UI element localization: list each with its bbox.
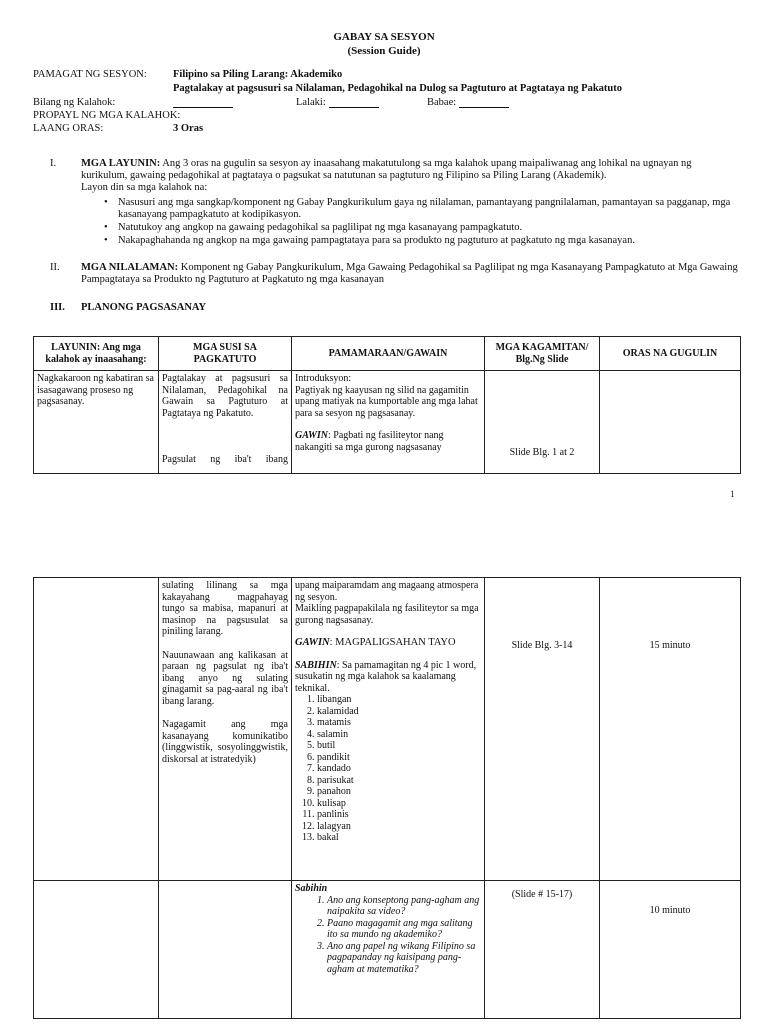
list-item: 4. salamin (317, 729, 481, 741)
bilang-blank (173, 97, 233, 108)
cell-pamamaraan (292, 578, 485, 881)
plan-table-1 (33, 336, 741, 474)
laang-value: 3 Oras (173, 123, 204, 134)
section-2-body (81, 262, 740, 286)
susi-text-2: Nauunawaan ang kalikasan at paraan ng pagsulat ng iba't ibang anyo ng sulating ginagamit sa pag-aaral ng iba't ibang larang. (162, 649, 288, 707)
cell-kagamitan: Slide Blg. 3-14 (485, 578, 600, 881)
cell-oras (600, 371, 741, 474)
pamamaraan-text: Pagtiyak ng kaayusan ng silid na gagamitin upang matiyak na kumportable ang mga lahat para sa sesyon ng pagsasanay. (295, 384, 478, 419)
gawin-text: : Pagbati ng fasiliteytor nang nakangiti sa mga gurong nagsasanay (295, 430, 444, 453)
section-1-heading: MGA LAYUNIN: (81, 158, 161, 169)
section-2-text: Komponent ng Gabay Pangkurikulum, Mga Gawaing Pedagohikal sa Paglilipat ng mga Kasanayang Pampagkatuto at Mga Gawaing Pampagtataya sa Produkto ng Pagtuturo at Pagkatuto ng mga kasanayan (81, 262, 738, 285)
cell-pamamaraan (292, 371, 485, 474)
col-header-kagamitan: MGA KAGAMITAN/ Blg.Ng Slide (485, 337, 600, 371)
page-2 (0, 575, 768, 1024)
list-item: 2. kalamidad (317, 706, 481, 718)
list-item: 2. Paano magagamit ang mga salitang ito sa mundo ng akademiko? (327, 918, 481, 941)
cell-pamamaraan (292, 881, 485, 1019)
pam-text-2: Maikling pagpapakilala ng fasiliteytor sa mga gurong nagsasanay. (295, 603, 479, 626)
list-item: 11. panlinis (317, 809, 481, 821)
list-item: 8. parisukat (317, 775, 481, 787)
list-item: 9. panahon (317, 786, 481, 798)
section-1-bullets (102, 197, 740, 248)
pamagat-value-1: Filipino sa Piling Larang: Akademiko (173, 69, 343, 80)
sabihin-line (295, 660, 481, 695)
babae-blank (459, 97, 509, 108)
cell-susi (159, 881, 292, 1019)
col-header-pamamaraan: PAMAMARAAN/GAWAIN (292, 337, 485, 371)
gawin-text: : MAGPALIGSAHAN TAYO (329, 637, 456, 648)
gawin-label: GAWIN (295, 430, 328, 441)
pamamaraan-intro: Introduksyon: (295, 373, 352, 384)
list-item: 1. Ano ang konseptong pang-agham ang naipakita sa video? (327, 895, 481, 918)
gawin-label: GAWIN (295, 637, 330, 648)
list-item: 10. kulisap (317, 798, 481, 810)
cell-layunin (34, 578, 159, 881)
pamagat-value-2: Pagtalakay at pagsusuri sa Nilalaman, Pedagohikal na Dulog sa Pagtuturo at Pagtataya ng Pakatuto (173, 83, 623, 94)
section-1-number: I. (50, 158, 57, 169)
page-gap (0, 505, 768, 575)
document-title: GABAY SA SESYON (333, 31, 435, 43)
word-list (295, 694, 481, 844)
sabihin-text: : Sa pamamagitan ng 4 pic 1 word, susukatin ng mga kalahok sa kaalamang teknikal. (295, 659, 477, 694)
cell-layunin: Nagkakaroon ng kabatiran sa isasagawang proseso ng pagsasanay. (34, 371, 159, 474)
pamagat-label: PAMAGAT NG SESYON: (33, 69, 147, 80)
section-1-body (81, 158, 740, 194)
gawin-line (295, 637, 481, 649)
section-2-heading: MGA NILALAMAN: (81, 262, 179, 273)
col-header-susi: MGA SUSI SA PAGKATUTO (159, 337, 292, 371)
list-item: 5. butil (317, 740, 481, 752)
cell-layunin (34, 881, 159, 1019)
list-item: • Nakapaghahanda ng angkop na mga gawaing pampagtataya para sa produkto ng pagtuturo at pagkatuto ng mga kasanayan. (102, 235, 740, 247)
list-item: 1. libangan (317, 694, 481, 706)
propayl-label: PROPAYL NG MGA KALAHOK: (33, 110, 181, 121)
list-item: 3. Ano ang papel ng wikang Filipino sa pagpapanday ng kaisipang pang-agham at matematika? (327, 941, 481, 976)
gawin-line (295, 430, 481, 453)
section-3-heading: PLANONG PAGSASANAY (81, 302, 207, 313)
list-item: 12. lalagyan (317, 821, 481, 833)
plan-table-2 (33, 577, 741, 1019)
cell-kagamitan: Slide Blg. 1 at 2 (485, 371, 600, 474)
laang-label: LAANG ORAS: (33, 123, 104, 134)
susi-text-1: sulating lilinang sa mga kakayahang magpahayag tungo sa mabisa, mapanuri at masinop na pagsusulat sa piniling larang. (162, 580, 288, 637)
sabihin-label: Sabihin (295, 883, 328, 894)
section-1 (50, 158, 740, 194)
susi-text-2: Pagsulat ng iba't ibang (162, 454, 288, 465)
pam-text-1: upang maiparamdam ang magaang atmospera ng sesyon. (295, 580, 479, 603)
question-list (295, 895, 481, 976)
list-item: 6. pandikit (317, 752, 481, 764)
table-row (34, 881, 741, 1019)
bilang-label: Bilang ng Kalahok: (33, 97, 116, 108)
table-row (34, 371, 741, 474)
sabihin-label: SABIHIN (295, 659, 337, 671)
col-header-oras: ORAS NA GUGULIN (600, 337, 741, 371)
section-2-number: II. (50, 262, 60, 273)
section-2 (50, 262, 740, 286)
list-item: • Natutukoy ang angkop na gawaing pedagohikal sa paglilipat ng mga kasanayang pampagkatuto. (102, 222, 740, 234)
cell-susi (159, 578, 292, 881)
susi-text-1: Pagtalakay at pagsusuri sa Nilalaman, Pedagohikal na Gawain sa Pagtuturo at Pagtataya ng Pakatuto. (162, 373, 288, 419)
lalaki-blank (329, 97, 379, 108)
list-item: 7. kandado (317, 763, 481, 775)
table-header-row (34, 337, 741, 371)
list-item: 13. bakal (317, 832, 481, 844)
lalaki-label: Lalaki: (296, 97, 326, 108)
table-row (34, 578, 741, 881)
susi-text-3: Nagagamit ang mga kasanayang komunikatibo (linggwistik, sosyolinggwistik, diskorsal at istratedyik) (162, 719, 288, 765)
page-number: 1 (730, 489, 735, 499)
section-3-number: III. (50, 302, 65, 313)
col-header-layunin: LAYUNIN: Ang mga kalahok ay inaasahang: (34, 337, 159, 371)
cell-oras: 15 minuto (600, 578, 741, 881)
page-1 (0, 0, 768, 505)
babae-label: Babae: (427, 97, 457, 108)
cell-kagamitan: (Slide # 15-17) (485, 881, 600, 1019)
section-3 (50, 302, 740, 314)
cell-susi (159, 371, 292, 474)
section-1-text: Ang 3 oras na gugulin sa sesyon ay inaasahang makatutulong sa mga kalahok upang maipaliwanag ang lohikal na ugnayan ng kurikulum, gawaing pedagohikal at pagtataya o pagsukat sa natutunan sa pagtuturo ng Filipino sa Piling Larang (Akademik). (81, 158, 692, 181)
list-item: 3. matamis (317, 717, 481, 729)
list-item: • Nasusuri ang mga sangkap/komponent ng Gabay Pangkurikulum gaya ng nilalaman, pamantayang pangnilalaman, pamantayan sa pagganap, mga kasanayang pampagkatuto at kodipikasyon. (102, 197, 740, 221)
document-subtitle: (Session Guide) (347, 45, 421, 57)
section-1-layon: Layon din sa mga kalahok na: (81, 182, 208, 193)
cell-oras: 10 minuto (600, 881, 741, 1019)
